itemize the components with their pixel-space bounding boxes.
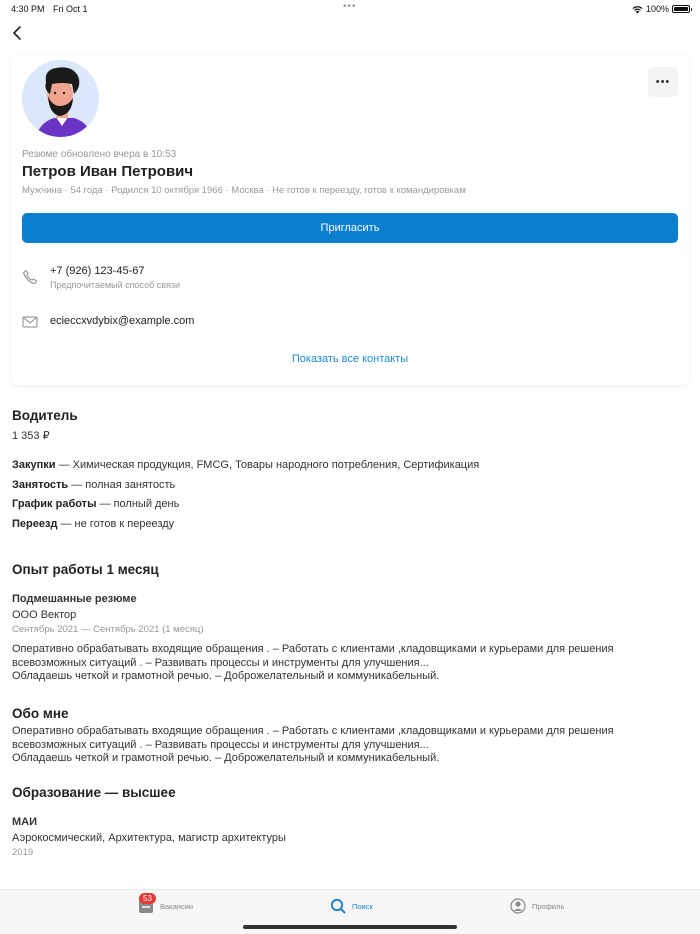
- about-title: Обо мне: [12, 706, 69, 721]
- mail-icon: [22, 314, 38, 330]
- status-time: 4:30 PM: [11, 4, 45, 14]
- education-item: [12, 816, 286, 858]
- experience-section: [12, 562, 652, 684]
- profile-icon: [510, 898, 526, 914]
- avatar-illustration-icon: [22, 60, 99, 137]
- education-details: Аэрокосмический, Архитектура, магистр архитектуры: [12, 832, 286, 844]
- prop-schedule: График работы — полный день: [12, 498, 180, 510]
- position-properties: [12, 456, 479, 534]
- prop-employment: Занятость — полная занятость: [12, 478, 176, 491]
- position-section: [12, 408, 78, 442]
- phone-number[interactable]: +7 (926) 123-45-67: [50, 265, 145, 277]
- status-bar: [0, 0, 700, 18]
- job-position: Подмешанные резюме: [12, 593, 137, 605]
- company-name: ООО Вектор: [12, 609, 77, 621]
- institution-name: МАИ: [12, 816, 38, 828]
- prop-purchases: Закупки — Химическая продукция, FMCG, Товары народного потребления, Сертификация: [12, 459, 480, 471]
- tab-vacancies[interactable]: [138, 894, 194, 914]
- search-icon: [330, 898, 346, 914]
- prop-relocation: Переезд — не готов к переезду: [12, 517, 175, 530]
- chevron-left-icon: [10, 24, 26, 42]
- profile-card: [11, 55, 689, 385]
- candidate-meta: Мужчина · 54 года · Родился 10 октября 1966 · Москва · Не готов к переезду, готов к командировкам: [22, 185, 466, 196]
- education-year: 2019: [12, 847, 34, 858]
- show-all-contacts-link[interactable]: Показать все контакты: [291, 353, 409, 365]
- tab-label-vacancies: Вакансии: [160, 901, 194, 911]
- experience-item: [12, 593, 652, 684]
- education-section: [12, 785, 286, 858]
- tab-search[interactable]: [330, 898, 373, 914]
- battery-percent: 100%: [645, 4, 669, 14]
- status-time-date: [11, 4, 94, 14]
- more-options-button[interactable]: [648, 67, 678, 97]
- home-indicator[interactable]: [243, 925, 457, 929]
- position-title: Водитель: [12, 408, 78, 423]
- invite-button[interactable]: Пригласить: [22, 213, 678, 243]
- more-horizontal-icon: •••: [655, 76, 671, 88]
- status-indicators: [632, 4, 690, 14]
- wifi-icon: [632, 5, 643, 14]
- candidate-name: Петров Иван Петрович: [22, 163, 194, 180]
- tab-bar: [0, 889, 700, 934]
- email-address[interactable]: ecieccxvdybix@example.com: [50, 315, 195, 327]
- multitasking-dots[interactable]: •••: [343, 1, 357, 12]
- salary: 1 353 ₽: [12, 430, 50, 442]
- status-date: Fri Oct 1: [53, 4, 88, 14]
- vacancies-badge: 53: [139, 893, 156, 904]
- education-title: Образование — высшее: [12, 785, 176, 800]
- tab-label-profile: Профиль: [532, 901, 565, 911]
- resume-updated-text: Резюме обновлено вчера в 10:53: [22, 149, 177, 160]
- phone-note: Предпочитаемый способ связи: [50, 280, 180, 290]
- tab-profile[interactable]: [510, 898, 564, 914]
- battery-icon: [672, 5, 690, 13]
- email-contact[interactable]: [22, 315, 194, 330]
- back-button[interactable]: [10, 24, 26, 42]
- about-text: Оперативно обрабатывать входящие обращения . – Работать с клиентами ,кладовщиками и курьерами для решения всевозможных ситуаций . – Развивать процессы и инструменты для улучшения... Обладаешь четкой и грамотной речью. – Доброжелательный и коммуникабельный.: [12, 725, 614, 764]
- phone-icon: [22, 269, 38, 285]
- about-section: [12, 706, 652, 766]
- avatar: [22, 60, 99, 137]
- phone-contact[interactable]: [22, 265, 180, 290]
- tab-label-search: Поиск: [352, 901, 373, 911]
- experience-title: Опыт работы 1 месяц: [12, 562, 159, 577]
- job-dates: Сентябрь 2021 — Сентябрь 2021 (1 месяц): [12, 624, 204, 635]
- job-description: Оперативно обрабатывать входящие обращения . – Работать с клиентами ,кладовщиками и курьерами для решения всевозможных ситуаций . – Развивать процессы и инструменты для улучшения... Обладаешь четкой и грамотной речью. – Доброжелательный и коммуникабельный.: [12, 643, 614, 682]
